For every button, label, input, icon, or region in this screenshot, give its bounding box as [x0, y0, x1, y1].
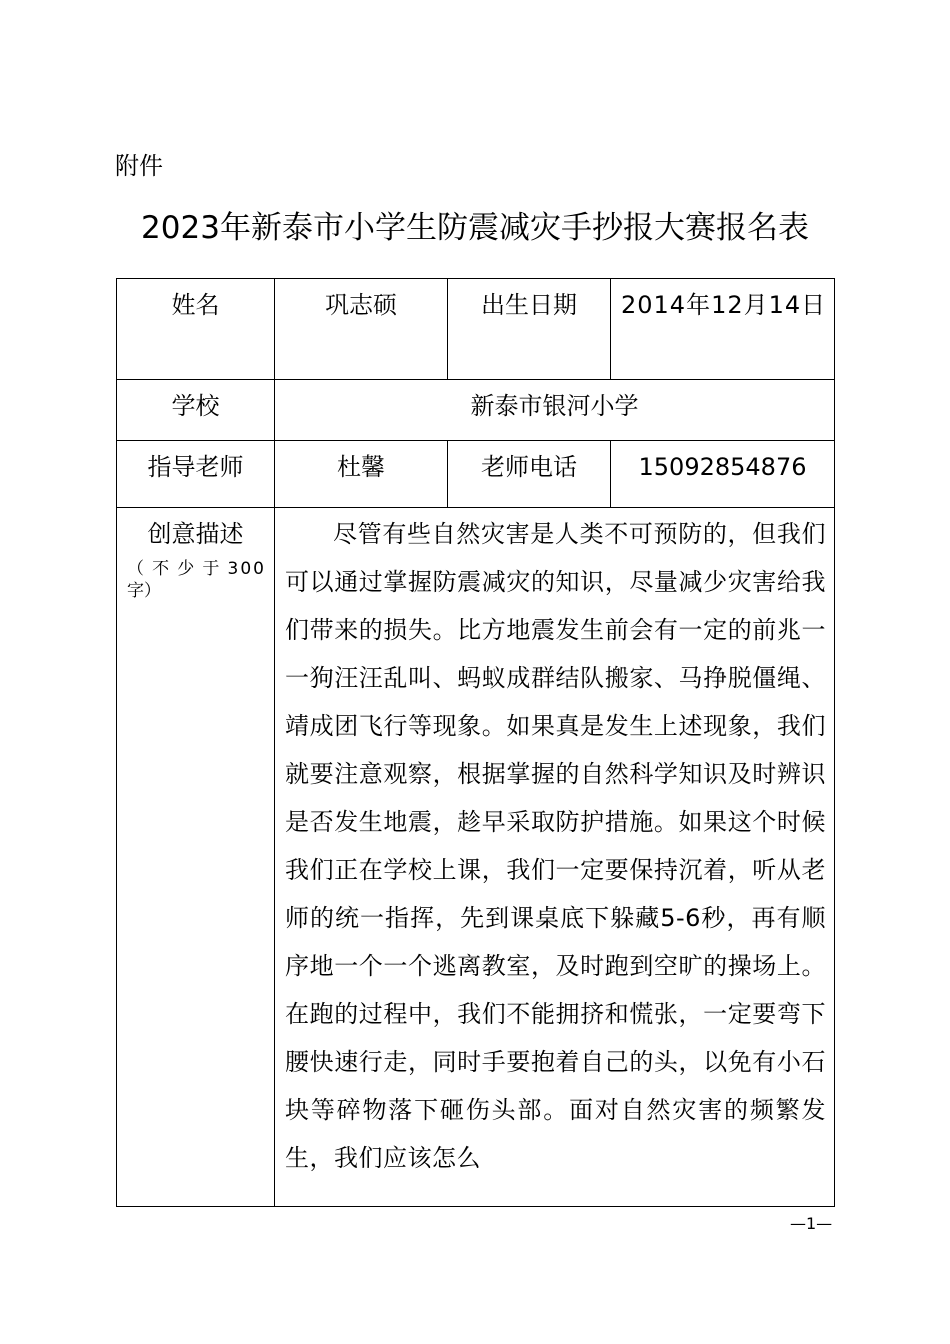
description-label: 创意描述: [147, 520, 244, 548]
school-label: 学校: [117, 380, 275, 441]
teacher-value: 杜馨: [275, 441, 448, 508]
school-value: 新泰市银河小学: [275, 380, 835, 441]
description-note-line1: （不少于300: [127, 559, 266, 579]
birth-date-label: 出生日期: [448, 279, 611, 380]
description-text: 尽管有些自然灾害是人类不可预防的，但我们可以通过掌握防震减灾的知识，尽量减少灾害给我们带来的损失。比方地震发生前会有一定的前兆一一狗汪汪乱叫、蚂蚁成群结队搬家、马挣脱僵绳、靖成团飞行等现象。如果真是发生上述现象，我们就要注意观察，根据掌握的自然科学知识及时辨识是否发生地震，趁早采取防护措施。如果这个时候我们正在学校上课，我们一定要保持沉着，听从老师的统一指挥，先到课桌底下躲藏5-6秒，再有顺序地一个一个逃离教室，及时跑到空旷的操场上。在跑的过程中，我们不能拥挤和慌张，一定要弯下腰快速行走，同时手要抱着自己的头，以免有小石块等碎物落下砸伤头部。面对自然灾害的频繁发生，我们应该怎么: [275, 508, 835, 1207]
description-note-line2: 字）: [127, 581, 161, 601]
birth-date-value: 2014年12月14日: [611, 279, 835, 380]
description-label-cell: [117, 508, 275, 1207]
form-row-description: [117, 508, 835, 1207]
teacher-label: 指导老师: [117, 441, 275, 508]
form-row-name-birth: [117, 279, 835, 380]
page-number: —1—: [790, 1214, 833, 1233]
name-value: 巩志硕: [275, 279, 448, 380]
registration-form-table: [116, 278, 835, 1207]
form-row-teacher: [117, 441, 835, 508]
page-title: 2023年新泰市小学生防震减灾手抄报大赛报名表: [141, 210, 809, 246]
teacher-phone-label: 老师电话: [448, 441, 611, 508]
attachment-label: 附件: [115, 152, 163, 180]
name-label: 姓名: [117, 279, 275, 380]
teacher-phone-value: 15092854876: [611, 441, 835, 508]
form-row-school: [117, 380, 835, 441]
